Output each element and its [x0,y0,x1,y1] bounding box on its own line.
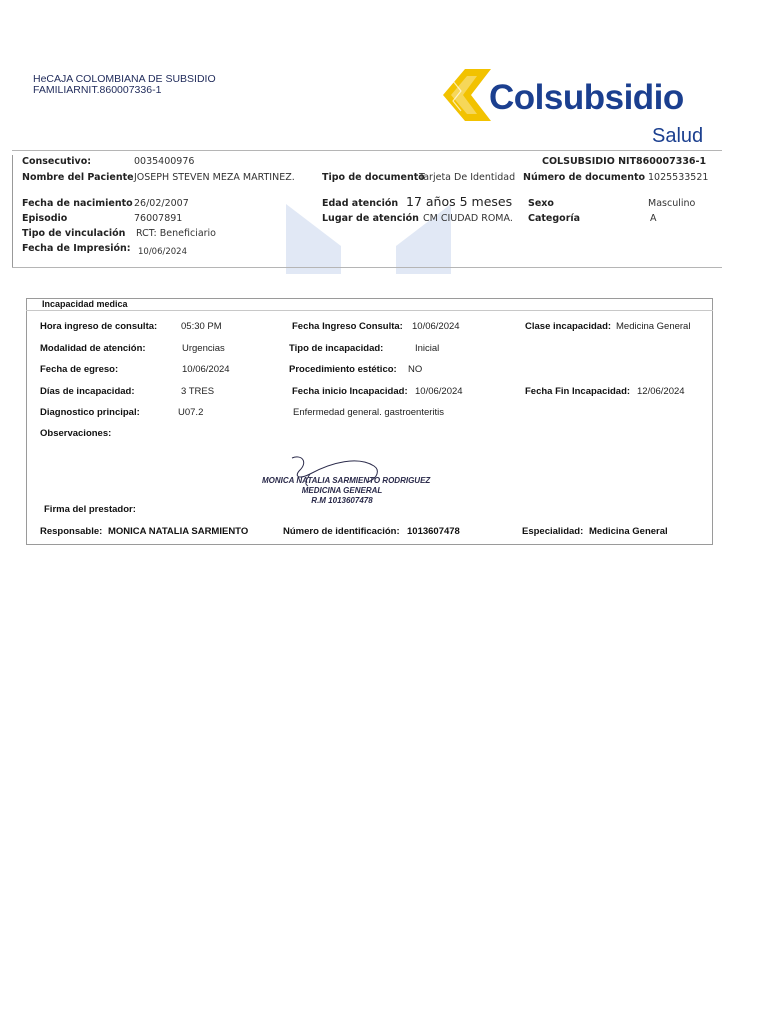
observaciones-label: Observaciones: [40,428,112,439]
signature-role: MEDICINA GENERAL [301,486,383,495]
episodio-value: 76007891 [134,213,183,224]
modalidad-label: Modalidad de atención: [40,343,146,354]
vinculacion-value: RCT: Beneficiario [136,228,216,239]
procedimiento-label: Procedimiento estético: [289,364,397,375]
fin-value: 12/06/2024 [637,386,685,397]
sexo-value: Masculino [648,198,696,209]
lugar-label: Lugar de atención [322,213,419,224]
inicio-value: 10/06/2024 [415,386,463,397]
firma-label: Firma del prestador: [44,504,136,515]
tipo-doc-value: Tarjeta De Identidad [419,172,516,183]
nombre-value: JOSEPH STEVEN MEZA MARTINEZ. [134,172,295,183]
diagnostico-label: Diagnostico principal: [40,407,140,418]
diagnostico-code: U07.2 [178,407,204,418]
inicio-label: Fecha inicio Incapacidad: [292,386,408,397]
signature-name: MONICA NATALIA SARMIENTO RODRIGUEZ [262,476,431,485]
incapacidad-title-bar [26,298,713,311]
colsubsidio-logo-icon [441,67,493,128]
edad-label: Edad atención [322,198,399,209]
consecutivo-value: 0035400976 [134,156,195,167]
procedimiento-value: NO [408,364,423,375]
tipo-label: Tipo de incapacidad: [289,343,384,354]
org-name-line2: FAMILIARNIT.860007336-1 [33,84,162,96]
impresion-label: Fecha de Impresión: [22,243,131,254]
entity-nit: COLSUBSIDIO NIT860007336-1 [542,156,707,167]
fecha-ingreso-label: Fecha Ingreso Consulta: [292,321,403,332]
modalidad-value: Urgencias [182,343,225,354]
episodio-label: Episodio [22,213,68,224]
dias-label: Días de incapacidad: [40,386,135,397]
num-doc-value: 1025533521 [648,172,709,183]
left-border-line [12,155,13,267]
num-id-label: Número de identificación: [283,526,400,537]
responsable-label: Responsable: [40,526,103,537]
fin-label: Fecha Fin Incapacidad: [525,386,631,397]
lugar-value: CM CIUDAD ROMA. [423,213,513,224]
diagnostico-desc: Enfermedad general. gastroenteritis [293,407,445,418]
impresion-value: 10/06/2024 [138,247,187,257]
categoria-label: Categoría [528,213,581,224]
vinculacion-label: Tipo de vinculación [22,228,126,239]
signature-rm: R.M 1013607478 [311,496,373,505]
clase-value: Medicina General [616,321,691,332]
nombre-label: Nombre del Paciente [22,172,134,183]
org-name-line1: HeCAJA COLOMBIANA DE SUBSIDIO [33,73,216,85]
logo-wordmark: Colsubsidio [489,78,684,117]
especialidad-label: Especialidad: [522,526,584,537]
especialidad-value: Medicina General [589,526,668,537]
hora-label: Hora ingreso de consulta: [40,321,158,332]
hora-value: 05:30 PM [181,321,222,332]
egreso-value: 10/06/2024 [182,364,230,375]
responsable-value: MONICA NATALIA SARMIENTO [108,526,249,537]
fecha-ingreso-value: 10/06/2024 [412,321,460,332]
sexo-label: Sexo [528,198,554,209]
edad-value: 17 años 5 meses [406,194,513,209]
num-doc-label: Número de documento [523,172,646,183]
logo-subtitle: Salud [652,125,704,147]
egreso-label: Fecha de egreso: [40,364,119,375]
incapacidad-title: Incapacidad medica [42,299,128,309]
tipo-value: Inicial [415,343,440,354]
fecha-nac-value: 26/02/2007 [134,198,189,209]
tipo-doc-label: Tipo de documento [322,172,425,183]
dias-value: 3 TRES [181,386,215,397]
consecutivo-label: Consecutivo: [22,156,92,167]
categoria-value: A [650,213,657,224]
bottom-divider [12,267,722,268]
fecha-nac-label: Fecha de nacimiento [22,198,133,209]
clase-label: Clase incapacidad: [525,321,612,332]
top-divider [12,150,722,151]
num-id-value: 1013607478 [407,526,460,537]
